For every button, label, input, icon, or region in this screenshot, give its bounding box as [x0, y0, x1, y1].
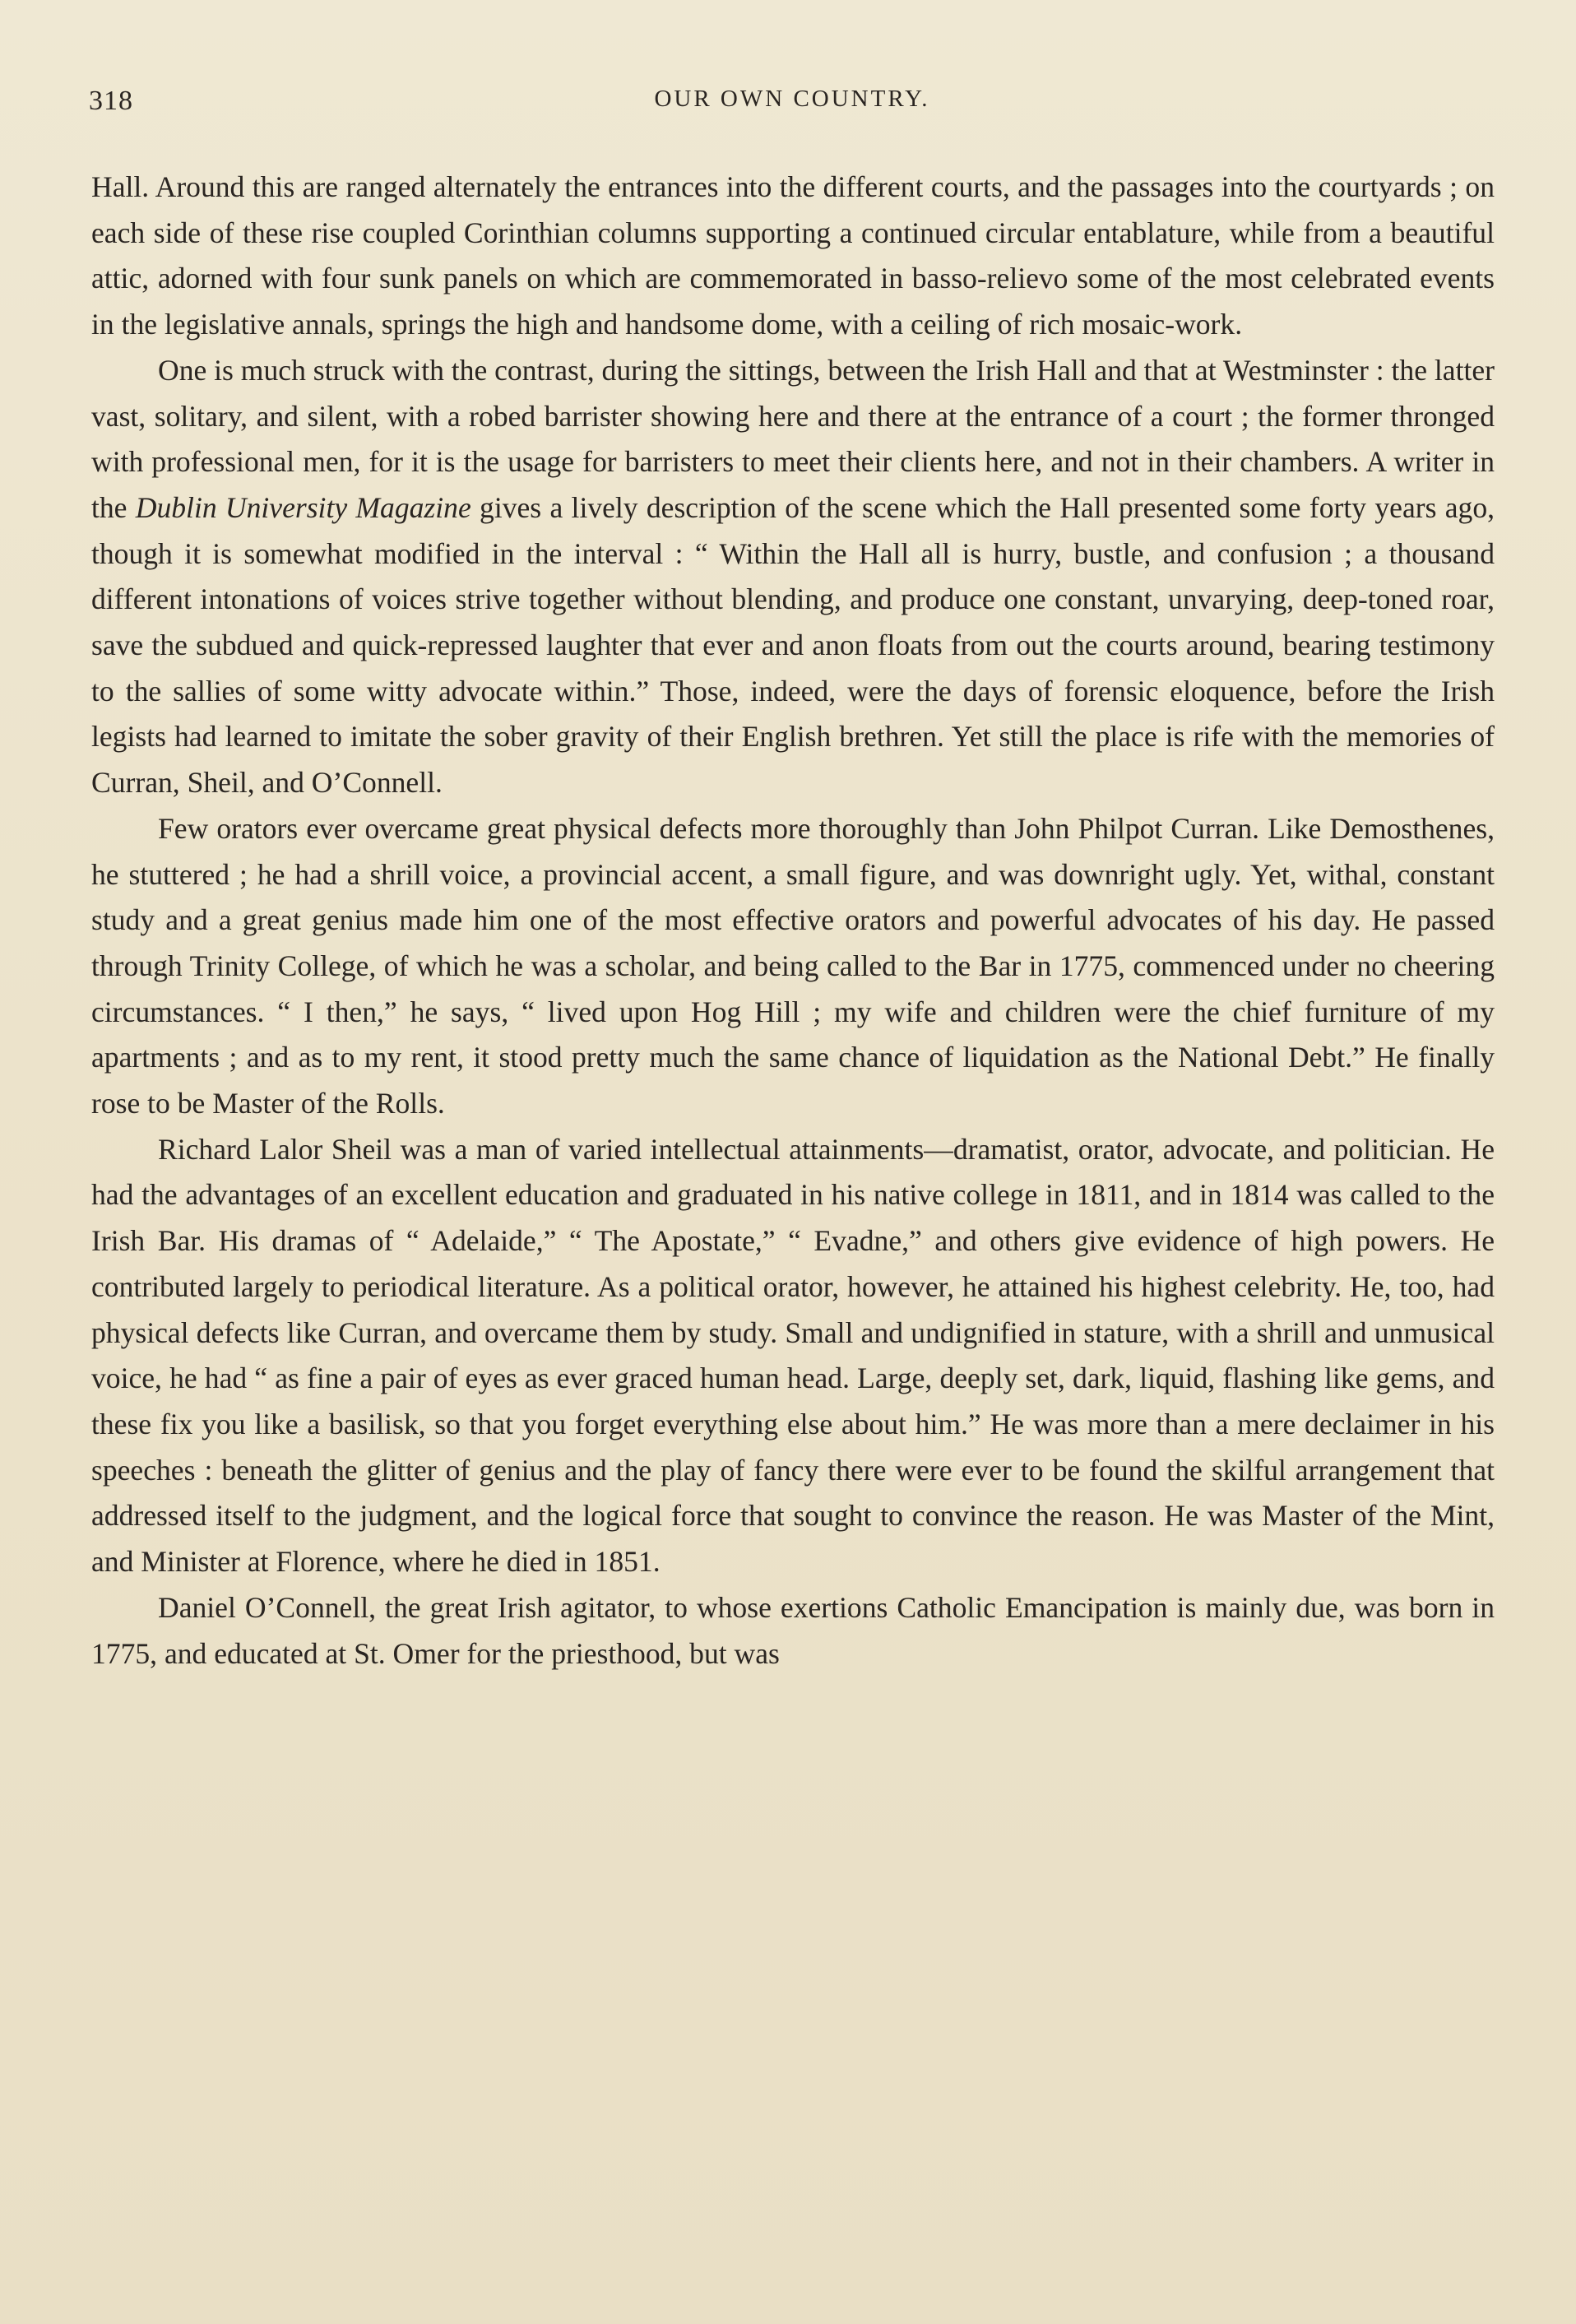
paragraph-hall-contrast-text-2: gives a lively description of the scene which the Hall presented some forty years ago, though it is somewhat modified in the interval : “ Within the Hall all is hurry, bustle, and confusion ; a thousand different intonations of voices strive together without blending, and produce one constant, unvarying, deep-toned roar, save the subdued and quick-repressed laughter that ever and anon floats from out the courts around, bearing testimony to the sallies of some witty advocate within.” Those, indeed, were the days of forensic eloquence, before the Irish legists had learned to imitate the sober gravity of their English brethren. Yet still the place is rife with the memories of Curran, Sheil, and O’Connell.: [91, 490, 1495, 800]
paragraph-hall-description: Hall. Around this are ranged alternately the entrances into the different courts, and the passages into the courtyards ; on each side of these rise coupled Corinthian columns supporting a continued circular entablature, while from a beautiful attic, adorned with four sunk panels on which are commemorated in basso-relievo some of the most celebrated events in the legislative annals, springs the high and handsome dome, with a ceiling of rich mosaic-work.: [91, 170, 1495, 341]
paragraph-curran: Few orators ever overcame great physical defects more thoroughly than John Philpot Curran. Like Demosthenes, he stuttered ; he had a shrill voice, a provincial accent, a small figure, and was downright ugly. Yet, withal, constant study and a great genius made him one of the most effective orators and powerful advocates of his day. He passed through Trinity College, of which he was a scholar, and being called to the Bar in 1775, commenced under no cheering circumstances. “ I then,” he says, “ lived upon Hog Hill ; my wife and children were the chief furniture of my apartments ; and as to my rent, it stood pretty much the same chance of liquidation as the National Debt.” He finally rose to be Master of the Rolls.: [91, 811, 1495, 1120]
magazine-title: Dublin University Magazine: [135, 490, 471, 524]
body-text: [91, 165, 1495, 1677]
running-title: OUR OWN COUNTRY.: [654, 86, 930, 112]
paragraph-hall-contrast: [91, 348, 1495, 806]
page-number: 318: [89, 86, 133, 116]
paragraph-sheil: Richard Lalor Sheil was a man of varied intellectual attainments—dramatist, orator, advocate, and politician. He had the advantages of an excellent education and graduated in his native college in 1811, and in 1814 was called to the Irish Bar. His dramas of “ Adelaide,” “ The Apostate,” “ Evadne,” and others give evidence of high powers. He contributed largely to periodical literature. As a political orator, however, he attained his highest celebrity. He, too, had physical defects like Curran, and overcame them by study. Small and undignified in stature, with a shrill and unmusical voice, he had “ as fine a pair of eyes as ever graced human head. Large, deeply set, dark, liquid, flashing like gems, and these fix you like a basilisk, so that you forget everything else about him.” He was more than a mere declaimer in his speeches : beneath the glitter of genius and the play of fancy there were ever to be found the skilful arrangement that addressed itself to the judgment, and the logical force that sought to convince the reason. He was Master of the Mint, and Minister at Florence, where he died in 1851.: [91, 1132, 1495, 1579]
page-header: [89, 86, 1495, 127]
paragraph-hall-contrast-text-1: One is much struck with the contrast, during the sittings, between the Irish Hall and that at Westminster : the latter vast, solitary, and silent, with a robed barrister showing here and there at the entrance of a court ; the former thronged with professional men, for it is the usage for barristers to meet their clients here, and not in their chambers. A writer in the: [91, 353, 1495, 524]
paragraph-oconnell: Daniel O’Connell, the great Irish agitator, to whose exertions Catholic Emancipation is mainly due, was born in 1775, and educated at St. Omer for the priesthood, but was: [91, 1590, 1495, 1670]
